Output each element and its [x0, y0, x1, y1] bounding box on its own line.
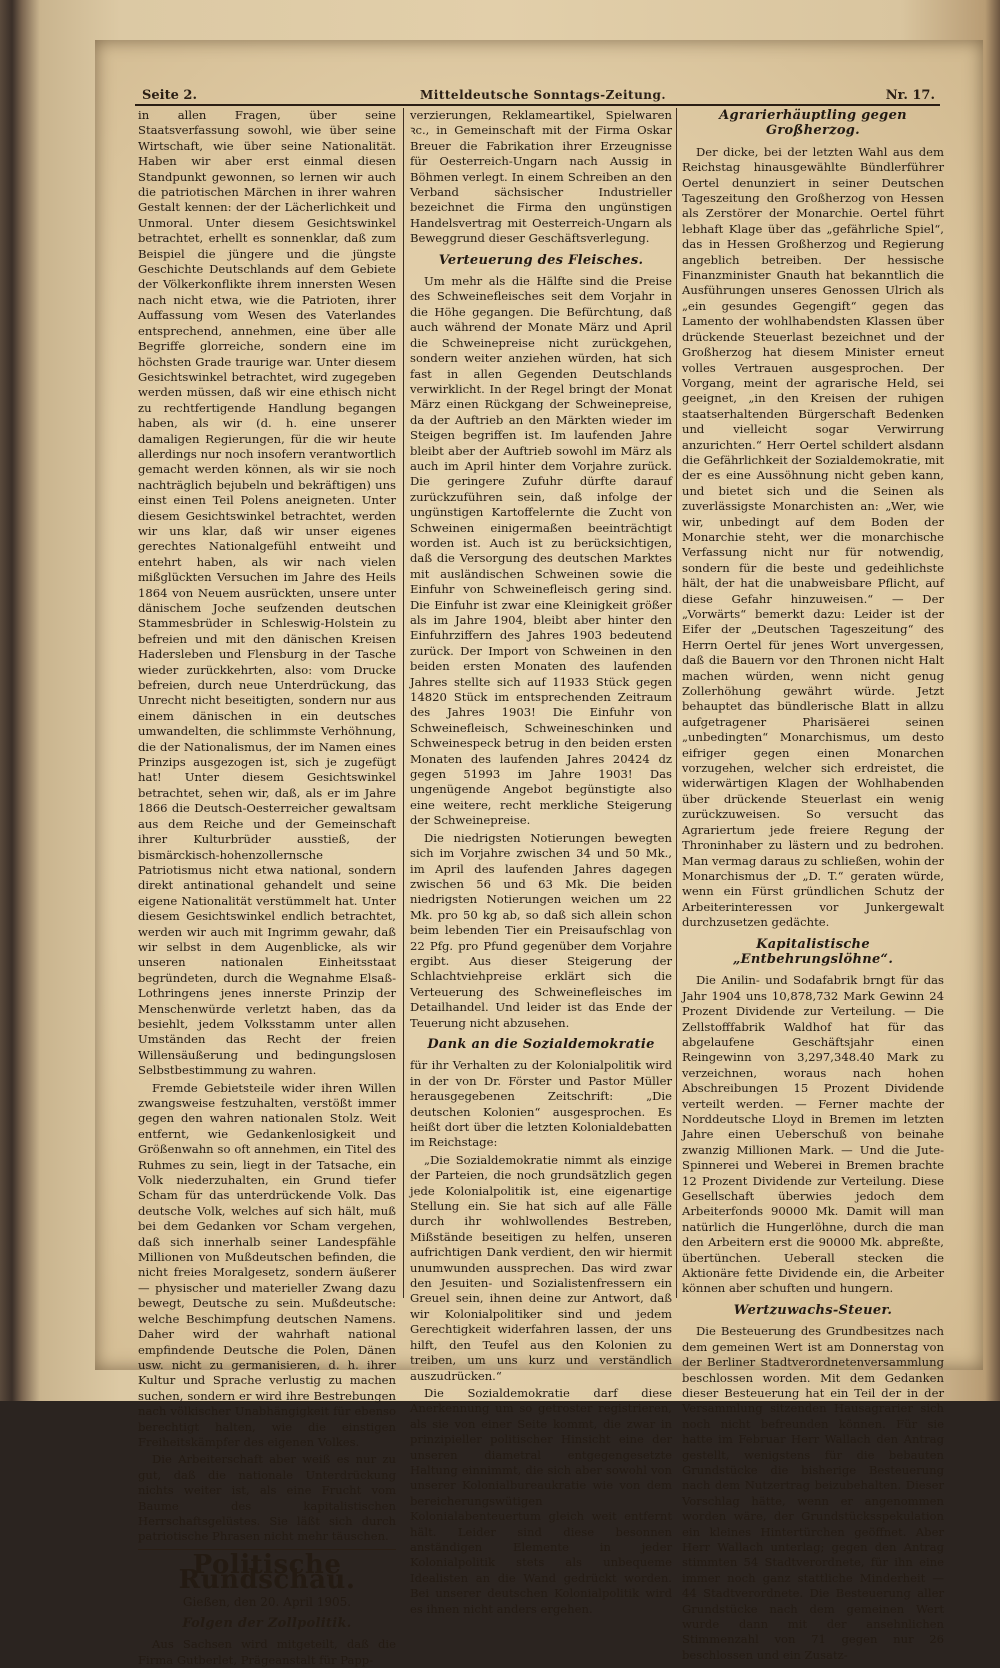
- article-text: Der dicke, bei der letzten Wahl aus dem Reichstag hinausgewählte Bündlerführer Oertel denunziert in seiner Deutschen Tageszeitung den Großherzog von Hessen als Zerstörer der Monarchie. Oertel führt lebhaft Klage über das „gefährliche Spiel“, das in Hessen Großherzog und Regierung angeblich betreiben. Der hessische Finanzminister Gnauth hat bekanntlich die Ausführungen unseres Genossen Ulrich als „ein gesundes Gegengift“ gegen das Lamento der wohlhabendsten Klassen über drückende Steuerlast bezeichnet und der Großherzog hat diesem Minister erneut volles Vertrauen ausgesprochen. Der Vorgang, meint der agrarische Held, sei geeignet, „in den Kreisen der ruhigen staatserhaltenden Bürgerschaft Bedenken und vielleicht sogar Verwirrung anzurichten.“ Herr Oertel schildert alsdann die Gefährlichkeit der Sozialdemokratie, mit der es eine Aussöhnung nicht geben kann, und bietet sich und die Seinen als zuverlässigste Monarchisten an: „Wer, wie wir, unbedingt auf dem Boden der Monarchie steht, wer die monarchische Verfassung nicht nur für notwendig, sondern für die beste und gedeihlichste hält, der hat die unabweisbare Pflicht, auf diese Gefahr hinzuweisen.“ — Der „Vorwärts“ bemerkt dazu: Leider ist der Eifer der „Deutschen Tageszeitung“ des Herrn Oertel für jenes Wort unvergessen, daß die Bauern vor den Thronen nicht Halt machen würden, wenn nicht genug Zollerhöhung gewährt würde. Jetzt behauptet das bündlerische Blatt in allzu aufgetragener Pharisäerei seinen „unbedingten“ Monarchismus, um desto eifriger gegen einen Monarchen vorzugehen, welcher sich erdreistet, die widerwärtigen Klagen der Wohlhabenden über drückende Steuerlast ein wenig zurückzuweisen. So versucht das Agrariertum jede freiere Regung der Throninhaber zu lästern und zu bedrohen. Man vermag daraus zu schließen, wohin der Monarchismus der „D. T.“ geraten würde, wenn ein Fürst gründlichen Schutz der Arbeiterinteressen vor Junkergewalt durchzusetzen gedächte.: [682, 144, 944, 930]
- column-3: [682, 108, 944, 1662]
- article-heading: Agrarierhäuptling gegen Großherzog.: [719, 108, 907, 139]
- article-text: in allen Fragen, über seine Staatsverfassung sowohl, wie über seine Wirtschaft, wie über seine Nationalität. Haben wir aber erst einmal diesen Standpunkt gewonnen, so lernen wir auch die patriotischen Märchen in ihrer wahren Gestalt kennen: der der Lächerlichkeit und Unmoral. Unter diesem Gesichtswinkel betrachtet, erhellt es sonnenklar, daß zum Beispiel die jüngere und die jüngste Geschichte Deutschlands auf dem Gebiete der Völkerkonflikte ihrem innersten Wesen nach nicht etwa, wie die Patrioten, ihrer Auffassung vom Wesen des Vaterlandes entsprechend, annehmen, eine über alle Begriffe glorreiche, sondern eine im höchsten Grade traurige war. Unter diesem Gesichtswinkel betrachtet, wird zugegeben werden müssen, daß wir eine ethisch nicht zu rechtfertigende Handlung begangen haben, als wir (d. h. eine unserer damaligen Regierungen, für die wir heute allerdings nur noch insofern verantwortlich gemacht werden können, als wir sie noch nachträglich bejubeln und bekräftigen) uns einst einen Teil Polens aneigneten. Unter diesem Gesichtswinkel betrachtet, werden wir uns klar, daß wir unser eigenes gerechtes Nationalgefühl entweiht und entehrt haben, als wir nach vielen mißglückten Versuchen im Jahre des Heils 1864 von Neuem ausrückten, unsere unter dänischem Joche seufzenden deutschen Stammesbrüder in Schleswig-Holstein zu befreien und mit den dänischen Kreisen Hadersleben und Flensburg in der Tasche wieder zurückkehrten, also: vom Drucke befreien, durch neue Unterdrückung, das Unrecht nicht beseitigten, sondern nur aus einem dänischen in ein deutsches umwandelten, die schlimmste Verhöhnung, die der Nationalismus, der im Namen eines Prinzips ausgezogen ist, sich je zugefügt hat! Unter diesem Gesichtswinkel betrachtet, sehen wir, daß, als er im Jahre 1866 die Deutsch-Oesterreicher gewaltsam aus dem Reiche und der Gemeinschaft ihrer Kulturbrüder ausstieß, der bismärckisch-hohenzollernsche Patriotismus nicht etwa national, sondern direkt antinational gehandelt und seine eigene Nationalität verstümmelt hat. Unter diesem Gesichtswinkel endlich betrachtet, werden wir auch mit Ingrimm gewahr, daß wir selbst in dem Augenblicke, als wir unseren nationalen Einheitsstaat begründeten, durch die Wegnahme Elsaß-Lothringens jenes innerste Prinzip der Menschenwürde verletzt haben, das da besiehlt, jedem Volksstamm unter allen Umständen das Recht der freien Willensäußerung und bedingungslosen Selbstbestimmung zu wahren.: [138, 108, 396, 1078]
- article-text: Aus Sachsen wird mitgeteilt, daß die Firma Gutberlet, Prägeanstalt für Papp-: [138, 1637, 396, 1667]
- column-divider: [676, 108, 677, 1298]
- article-heading: Dank an die Sozialdemokratie: [427, 1036, 655, 1052]
- dateline: Gießen, den 20. April 1905.: [182, 1594, 352, 1609]
- header-rule: [135, 104, 940, 106]
- issue-number: Nr. 17.: [885, 88, 935, 103]
- article-heading: Verteuerung des Fleisches.: [438, 252, 644, 268]
- section-title: Politische Rundschau.: [178, 1549, 356, 1596]
- article-heading: Kapitalistische „Entbehrungslöhne“.: [732, 936, 894, 967]
- article-heading: Wertzuwachs-Steuer.: [733, 1302, 893, 1318]
- article-text: Die Anilin- und Sodafabrik brngt für das Jahr 1904 uns 10,878,732 Mark Gewinn 24 Prozent Dividende zur Verteilung. — Die Zellstofffabrik Waldhof hat für das abgelaufene Geschäftsjahr einen Reingewinn von 3,297,348.40 Mark zu verzeichnen, woraus nach hohen Abschreibungen 15 Prozent Dividende verteilt werden. — Ferner machte der Norddeutsche Lloyd in Bremen im letzten Jahre einen Ueberschuß von beinahe zwanzig Millionen Mark. — Und die Jute-Spinnerei und Weberei in Bremen brachte 12 Prozent Dividende zur Verteilung. Diese Gesellschaft überwies jedoch dem Arbeiterfonds 90000 Mk. Damit will man natürlich die Hungerlöhne, durch die man den Arbeitern erst die 90000 Mk. abpreßte, übertünchen. Ueberall stecken die Aktionäre fette Dividende ein, die Arbeiter können aber schuften und hungern.: [682, 973, 944, 1296]
- quote-text: „Die Sozialdemokratie nimmt als einzige der Parteien, die noch grundsätzlich gegen jede Kolonialpolitik ist, eine eigenartige Stellung ein. Sie hat sich auf alle Fälle durch ihr wohlwollendes Bestreben, Mißstände beseitigen zu helfen, unseren aufrichtigen Dank verdient, den wir hiermit unumwunden aussprechen. Das wird zwar den Jesuiten- und Sozialistenfressern ein Greuel sein, ihnen deine zur Antwort, daß wir Kolonialpolitiker sind und jedem Gerechtigkeit widerfahren lassen, der uns hilft, den Teufel aus den Kolonien zu treiben, um uns kurz und verständlich auszudrücken.“: [410, 1152, 672, 1383]
- page-number: Seite 2.: [142, 88, 197, 103]
- column-divider: [403, 108, 404, 1298]
- column-2: [410, 108, 672, 1616]
- article-text: Die Besteuerung des Grundbesitzes nach dem gemeinen Wert ist am Donnerstag von der Berliner Stadtverordnetenversammlung beschlossen worden. Mit dem Gedanken dieser Besteuerung hat ein Teil der in der Versammlung sitzenden Hausagrarier sich noch nicht befreunden können. Für sie hatte im Februar Herr Wallach den Antrag gestellt, wenigstens für die bebauten Grundstücke die bisherige Besteuerung nach dem Nutzertrag beizubehalten. Dieser Vorschlag hätte, wenn er angenommen worden wäre, der Grundstücksspekulation ein kleines Hintertürchen geöffnet. Aber Herr Wallach unterlag; gegen den Antrag stimmten 54 Stadtverordnete, für ihn eine immer noch ganz stattliche Minderheit — 44 Stadtverordnete. Die Besteuerung aller Grundstücke nach dem gemeinen Wert wurde dann mit der ansehnlichen Stimmenzahl von 71 gegen nur 26 beschlossen und ein Zusatz-: [682, 1324, 944, 1662]
- article-text: Die niedrigsten Notierungen bewegten sich im Vorjahre zwischen 34 und 50 Mk., im April des laufenden Jahres dagegen zwischen 56 und 63 Mk. Die beiden niedrigsten Notierungen weichen um 22 Mk. pro 50 kg ab, so daß sich allein schon beim lebenden Tier ein Preisaufschlag von 22 Pfg. pro Pfund gegenüber dem Vorjahre ergibt. Aus dieser Steigerung der Schlachtviehpreise erklärt sich die Verteuerung des Schweinefleisches im Detailhandel. Und leider ist das Ende der Teuerung nicht abzusehen.: [410, 830, 672, 1030]
- column-1: [138, 108, 396, 1667]
- article-heading: Folgen der Zollpolitik.: [182, 1616, 352, 1631]
- article-text: verzierungen, Reklameartikel, Spielwaren ꝛc., in Gemeinschaft mit der Firma Oskar Breuer die Fabrikation ihrer Erzeugnisse für Oesterreich-Ungarn nach Aussig in Böhmen verlegt. In einem Schreiben an den Verband sächsischer Industrieller bezeichnet die Firma den ungünstigen Handelsvertrag mit Oesterreich-Ungarn als Beweggrund dieser Geschäftsverlegung.: [410, 108, 672, 246]
- masthead: Mitteldeutsche Sonntags-Zeitung.: [420, 88, 667, 102]
- article-text: für ihr Verhalten zu der Kolonialpolitik wird in der von Dr. Förster und Pastor Müller herausgegebenen Zeitschrift: „Die deutschen Kolonien“ ausgesprochen. Es heißt dort über die letzten Kolonialdebatten im Reichstage:: [410, 1058, 672, 1150]
- article-text: Die Arbeiterschaft aber weiß es nur zu gut, daß die nationale Unterdrückung nichts weiter ist, als eine Frucht vom Baume des kapitalistischen Herrschaftsgelüstes. Sie läßt sich durch patriotische Phrasen nicht mehr täuschen.: [138, 1452, 396, 1544]
- page-header: [120, 52, 940, 103]
- article-text: Um mehr als die Hälfte sind die Preise des Schweinefleisches seit dem Vorjahr in die Höhe gegangen. Die Befürchtung, daß auch während der Monate März und April die Schweinepreise nicht zurückgehen, sondern weiter anziehen würden, hat sich fast in allen Gegenden Deutschlands verwirklicht. In der Regel bringt der Monat März einen Rückgang der Schweinepreise, da der Auftrieb an den Märkten wieder im Steigen begriffen ist. Im laufenden Jahre bleibt aber der Auftrieb sowohl im März als auch im April hinter dem Vorjahre zurück. Die geringere Zufuhr dürfte darauf zurückzuführen sein, daß infolge der ungünstigen Kartoffelernte die Zucht von Schweinen einigermaßen beeinträchtigt worden ist. Auch ist zu berücksichtigen, daß die Versorgung des deutschen Marktes mit ausländischen Schweinen sowie die Einfuhr von Schweinefleisch gering sind. Die Einfuhr ist zwar eine Kleinigkeit größer als im Jahre 1904, bleibt aber hinter den Einfuhrziffern des Jahres 1903 bedeutend zurück. Der Import von Schweinen in den beiden ersten Monaten des laufenden Jahres stellte sich auf 11933 Stück gegen 14820 Stück im entsprechenden Zeitraum des Jahres 1903! Die Einfuhr von Schweinefleisch, Schweineschinken und Schweinespeck betrug in den beiden ersten Monaten des laufenden Jahres 20424 dz gegen 51993 im Jahre 1903! Das ungenügende Angebot begünstigte also eine weitere, recht merkliche Steigerung der Schweinepreise.: [410, 274, 672, 828]
- article-text: Die Sozialdemokratie darf diese Anerkennung um so getroster registrieren, als sie von einer Seite kommt, die zwar in prinzipieller politischer Hinsicht eine der unseren diametral entgegengesetzte Haltung einnimmt, die sich aber sowohl von unserer Kolonialbureaukratie wie von dem bereicherungswütigen Kolonialabenteuertum gleich weit entfernt hält. Leider sind diese besonnen anständigen Elemente in jeder Kolonialpolitik stets als unbequeme Idealisten an die Wand gedrückt worden. Bei unserer deutschen Kolonialpolitik wird es ihnen nicht anders ergehen.: [410, 1385, 672, 1616]
- article-text: Fremde Gebietsteile wider ihren Willen zwangsweise festzuhalten, verstößt immer gegen den wahren nationalen Stolz. Weit entfernt, wie Gedankenlosigkeit und Größenwahn so oft annehmen, ein Titel des Ruhmes zu sein, liegt in der Tatsache, ein Volk niederzuhalten, ein Grund tiefer Scham für das unterdrückende Volk. Das deutsche Volk, welches auf sich hält, muß bei dem Gedanken vor Scham vergehen, daß sich innerhalb seiner Landespfähle Millionen von Mußdeutschen befinden, die nicht freies Moralgesetz, sondern äußerer — physischer und materieller Zwang dazu bewegt, Deutsche zu sein. Mußdeutsche: welche Beschimpfung deutschen Namens. Daher wird der wahrhaft national empfindende Deutsche die Polen, Dänen usw. nicht zu germanisieren, d. h. ihrer Kultur und Sprache verlustig zu machen suchen, sondern er wird ihre Bestrebungen nach völkischer Unabhängigkeit für ebenso berechtigt halten, wie die einstigen Freiheitskämpfer des eigenen Volkes.: [138, 1080, 396, 1449]
